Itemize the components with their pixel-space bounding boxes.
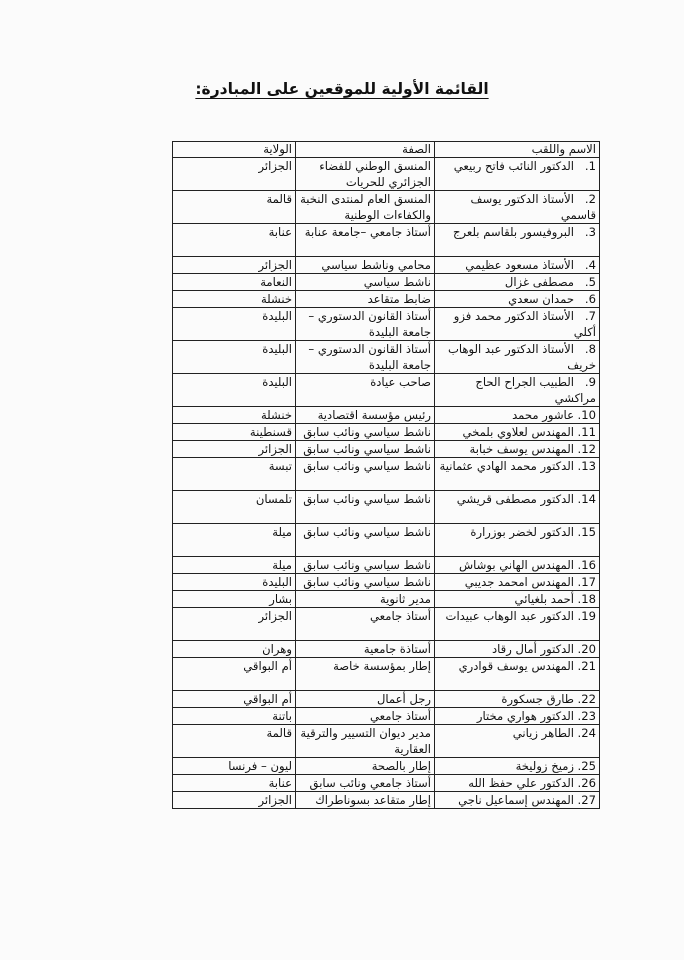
signatory-role-cell: أستاذ القانون الدستوري – جامعة البليدة [296, 341, 435, 374]
row-number: 5. [584, 275, 596, 289]
column-header-name: الاسم واللقب [435, 142, 600, 158]
row-number: 13. [577, 459, 596, 473]
signatory-state-cell: قالمة [173, 191, 296, 224]
row-number: 11. [577, 425, 596, 439]
signatory-name: الدكتور أمال رقاد [491, 642, 574, 656]
row-number: 16. [577, 558, 596, 572]
signatory-role-cell: ناشط سياسي [296, 274, 435, 291]
signatory-state-cell: تبسة [173, 458, 296, 491]
signatory-name: الدكتور محمد الهادي عثمانية [439, 459, 574, 473]
signatory-role-cell: ناشط سياسي ونائب سابق [296, 557, 435, 574]
signatory-role-cell: أستاذة جامعية [296, 641, 435, 658]
signatory-name-cell [435, 641, 600, 658]
row-number: 1. [584, 159, 596, 173]
table-row [173, 274, 600, 291]
signatory-role-cell: ناشط سياسي ونائب سابق [296, 458, 435, 491]
signatory-name: المهندس يوسف خبابة [469, 442, 574, 456]
row-number: 19. [577, 609, 596, 623]
signatory-name: الأستاذ مسعود عظيمي [465, 258, 574, 272]
signatory-name-cell [435, 441, 600, 458]
signatory-role-cell: أستاذ جامعي –جامعة عنابة [296, 224, 435, 257]
signatory-name-cell [435, 557, 600, 574]
table-row [173, 341, 600, 374]
signatory-role-cell: أستاذ جامعي ونائب سابق [296, 775, 435, 792]
signatory-state-cell: قسنطينة [173, 424, 296, 441]
table-row [173, 291, 600, 308]
signatory-role-cell: مدير ديوان التسيير والترقية العقارية [296, 725, 435, 758]
signatory-name: المهندس إسماعيل ناجي [458, 793, 574, 807]
row-number: 17. [577, 575, 596, 589]
signatory-name: الدكتور لخضر بوزرارة [470, 525, 574, 539]
row-number: 20. [577, 642, 596, 656]
table-row [173, 491, 600, 524]
signatory-state-cell: ميلة [173, 524, 296, 557]
table-row [173, 758, 600, 775]
signatory-role-cell: ضابط متقاعد [296, 291, 435, 308]
table-row [173, 407, 600, 424]
signatory-name-cell [435, 691, 600, 708]
signatory-name-cell [435, 308, 600, 341]
signatory-state-cell: خنشلة [173, 407, 296, 424]
table-row [173, 524, 600, 557]
signatory-name-cell [435, 341, 600, 374]
signatory-name: حمدان سعدي [508, 292, 574, 306]
signatory-name-cell [435, 658, 600, 691]
signatory-role-cell: ناشط سياسي ونائب سابق [296, 441, 435, 458]
signatory-name: الدكتور علي حفظ الله [468, 776, 574, 790]
signatory-name: زميخ زوليخة [515, 759, 574, 773]
table-row [173, 725, 600, 758]
signatory-name-cell [435, 591, 600, 608]
table-header-row [173, 142, 600, 158]
signatory-name-cell [435, 424, 600, 441]
signatory-name: عاشور محمد [512, 408, 574, 422]
signatory-name: المهندس امحمد جديبي [464, 575, 574, 589]
row-number: 22. [577, 692, 596, 706]
signatory-role-cell: ناشط سياسي ونائب سابق [296, 491, 435, 524]
table-row [173, 691, 600, 708]
signatory-name: الأستاذ الدكتور محمد فزو أكلي [453, 309, 596, 339]
signatory-name-cell [435, 758, 600, 775]
column-header-role: الصفة [296, 142, 435, 158]
signatory-state-cell: النعامة [173, 274, 296, 291]
table-row [173, 608, 600, 641]
signatory-name-cell [435, 792, 600, 809]
signatory-name: البروفيسور بلقاسم بلعرج [452, 225, 574, 239]
signatory-role-cell: إطار بالصحة [296, 758, 435, 775]
row-number: 8. [584, 342, 596, 356]
table-row [173, 441, 600, 458]
signatory-role-cell: أستاذ القانون الدستوري – جامعة البليدة [296, 308, 435, 341]
signatory-name-cell [435, 725, 600, 758]
signatory-name: الأستاذ الدكتور يوسف قاسمي [470, 192, 596, 222]
row-number: 25. [577, 759, 596, 773]
signatory-state-cell: ليون – فرنسا [173, 758, 296, 775]
page-title: القائمة الأولية للموقعين على المبادرة: [195, 80, 489, 98]
column-header-state: الولاية [173, 142, 296, 158]
signatory-state-cell: أم البواقي [173, 658, 296, 691]
signatory-state-cell: بشار [173, 591, 296, 608]
signatory-role-cell: صاحب عيادة [296, 374, 435, 407]
signatory-role-cell: ناشط سياسي ونائب سابق [296, 524, 435, 557]
signatory-name-cell [435, 708, 600, 725]
signatory-role-cell: إطار بمؤسسة خاصة [296, 658, 435, 691]
signatory-role-cell: المنسق العام لمنتدى النخبة والكفاءات الوطنية [296, 191, 435, 224]
signatory-name: المهندس لعلاوي بلمخي [462, 425, 574, 439]
row-number: 3. [584, 225, 596, 239]
signatory-name-cell [435, 224, 600, 257]
signatory-state-cell: الجزائر [173, 257, 296, 274]
row-number: 12. [577, 442, 596, 456]
row-number: 15. [577, 525, 596, 539]
table-row [173, 458, 600, 491]
signatory-name: مصطفى غزال [504, 275, 574, 289]
signatory-name: الدكتور النائب فاتح ربيعي [453, 159, 574, 173]
table-row [173, 191, 600, 224]
signatory-state-cell: البليدة [173, 308, 296, 341]
signatory-role-cell: إطار متقاعد بسوناطراك [296, 792, 435, 809]
signatory-name-cell [435, 158, 600, 191]
signatory-role-cell: مدير ثانوية [296, 591, 435, 608]
signatory-name-cell [435, 274, 600, 291]
row-number: 18. [577, 592, 596, 606]
table-row [173, 424, 600, 441]
signatories-table [172, 141, 600, 809]
signatory-role-cell: أستاذ جامعي [296, 608, 435, 641]
signatory-name-cell [435, 458, 600, 491]
signatory-state-cell: خنشلة [173, 291, 296, 308]
signatory-name-cell [435, 524, 600, 557]
row-number: 6. [584, 292, 596, 306]
row-number: 9. [584, 375, 596, 389]
signatory-state-cell: قالمة [173, 725, 296, 758]
table-row [173, 775, 600, 792]
signatory-state-cell: الجزائر [173, 792, 296, 809]
signatory-state-cell: الجزائر [173, 158, 296, 191]
table-row [173, 658, 600, 691]
table-row [173, 224, 600, 257]
row-number: 21. [577, 659, 596, 673]
signatory-state-cell: وهران [173, 641, 296, 658]
signatory-name-cell [435, 407, 600, 424]
signatory-role-cell: رجل أعمال [296, 691, 435, 708]
signatory-name-cell [435, 291, 600, 308]
row-number: 7. [584, 309, 596, 323]
table-body [173, 158, 600, 809]
row-number: 27. [577, 793, 596, 807]
table-row [173, 158, 600, 191]
signatory-name: الطبيب الجراح الحاج مراكشي [475, 375, 596, 405]
signatory-name: أحمد بلغيائي [514, 592, 574, 606]
table-row [173, 792, 600, 809]
row-number: 4. [584, 258, 596, 272]
signatory-state-cell: عنابة [173, 224, 296, 257]
table-row [173, 557, 600, 574]
signatory-state-cell: البليدة [173, 374, 296, 407]
signatory-name: الدكتور هواري مختار [476, 709, 574, 723]
signatory-state-cell: تلمسان [173, 491, 296, 524]
signatory-name: الدكتور مصطفى قريشي [456, 492, 574, 506]
signatory-name-cell [435, 491, 600, 524]
table-row [173, 374, 600, 407]
signatory-name: المهندس يوسف قوادري [458, 659, 574, 673]
signatory-role-cell: ناشط سياسي ونائب سابق [296, 574, 435, 591]
signatory-name: طارق جسكورة [501, 692, 574, 706]
signatory-state-cell: أم البواقي [173, 691, 296, 708]
signatory-name: الدكتور عبد الوهاب عبيدات [445, 609, 574, 623]
row-number: 26. [577, 776, 596, 790]
signatory-state-cell: عنابة [173, 775, 296, 792]
row-number: 10. [577, 408, 596, 422]
signatory-name: الأستاذ الدكتور عبد الوهاب خريف [447, 342, 596, 372]
signatory-role-cell: رئيس مؤسسة اقتصادية [296, 407, 435, 424]
signatory-state-cell: الجزائر [173, 608, 296, 641]
signatory-name: الطاهر زياني [512, 726, 574, 740]
signatory-name-cell [435, 775, 600, 792]
signatory-name-cell [435, 257, 600, 274]
signatory-state-cell: ميلة [173, 557, 296, 574]
signatory-name-cell [435, 374, 600, 407]
table-row [173, 574, 600, 591]
table-row [173, 257, 600, 274]
signatory-name-cell [435, 191, 600, 224]
signatory-state-cell: البليدة [173, 341, 296, 374]
signatory-role-cell: ناشط سياسي ونائب سابق [296, 424, 435, 441]
row-number: 24. [577, 726, 596, 740]
table-row [173, 641, 600, 658]
signatory-state-cell: الجزائر [173, 441, 296, 458]
signatory-state-cell: باتنة [173, 708, 296, 725]
row-number: 23. [577, 709, 596, 723]
signatory-role-cell: المنسق الوطني للفضاء الجزائري للحريات [296, 158, 435, 191]
signatory-name-cell [435, 608, 600, 641]
signatory-name-cell [435, 574, 600, 591]
signatory-role-cell: محامي وناشط سياسي [296, 257, 435, 274]
table-row [173, 708, 600, 725]
table-row [173, 591, 600, 608]
signatory-state-cell: البليدة [173, 574, 296, 591]
row-number: 14. [577, 492, 596, 506]
signatory-role-cell: أستاذ جامعي [296, 708, 435, 725]
table-row [173, 308, 600, 341]
signatory-name: المهندس الهاني بوشاش [458, 558, 574, 572]
row-number: 2. [584, 192, 596, 206]
